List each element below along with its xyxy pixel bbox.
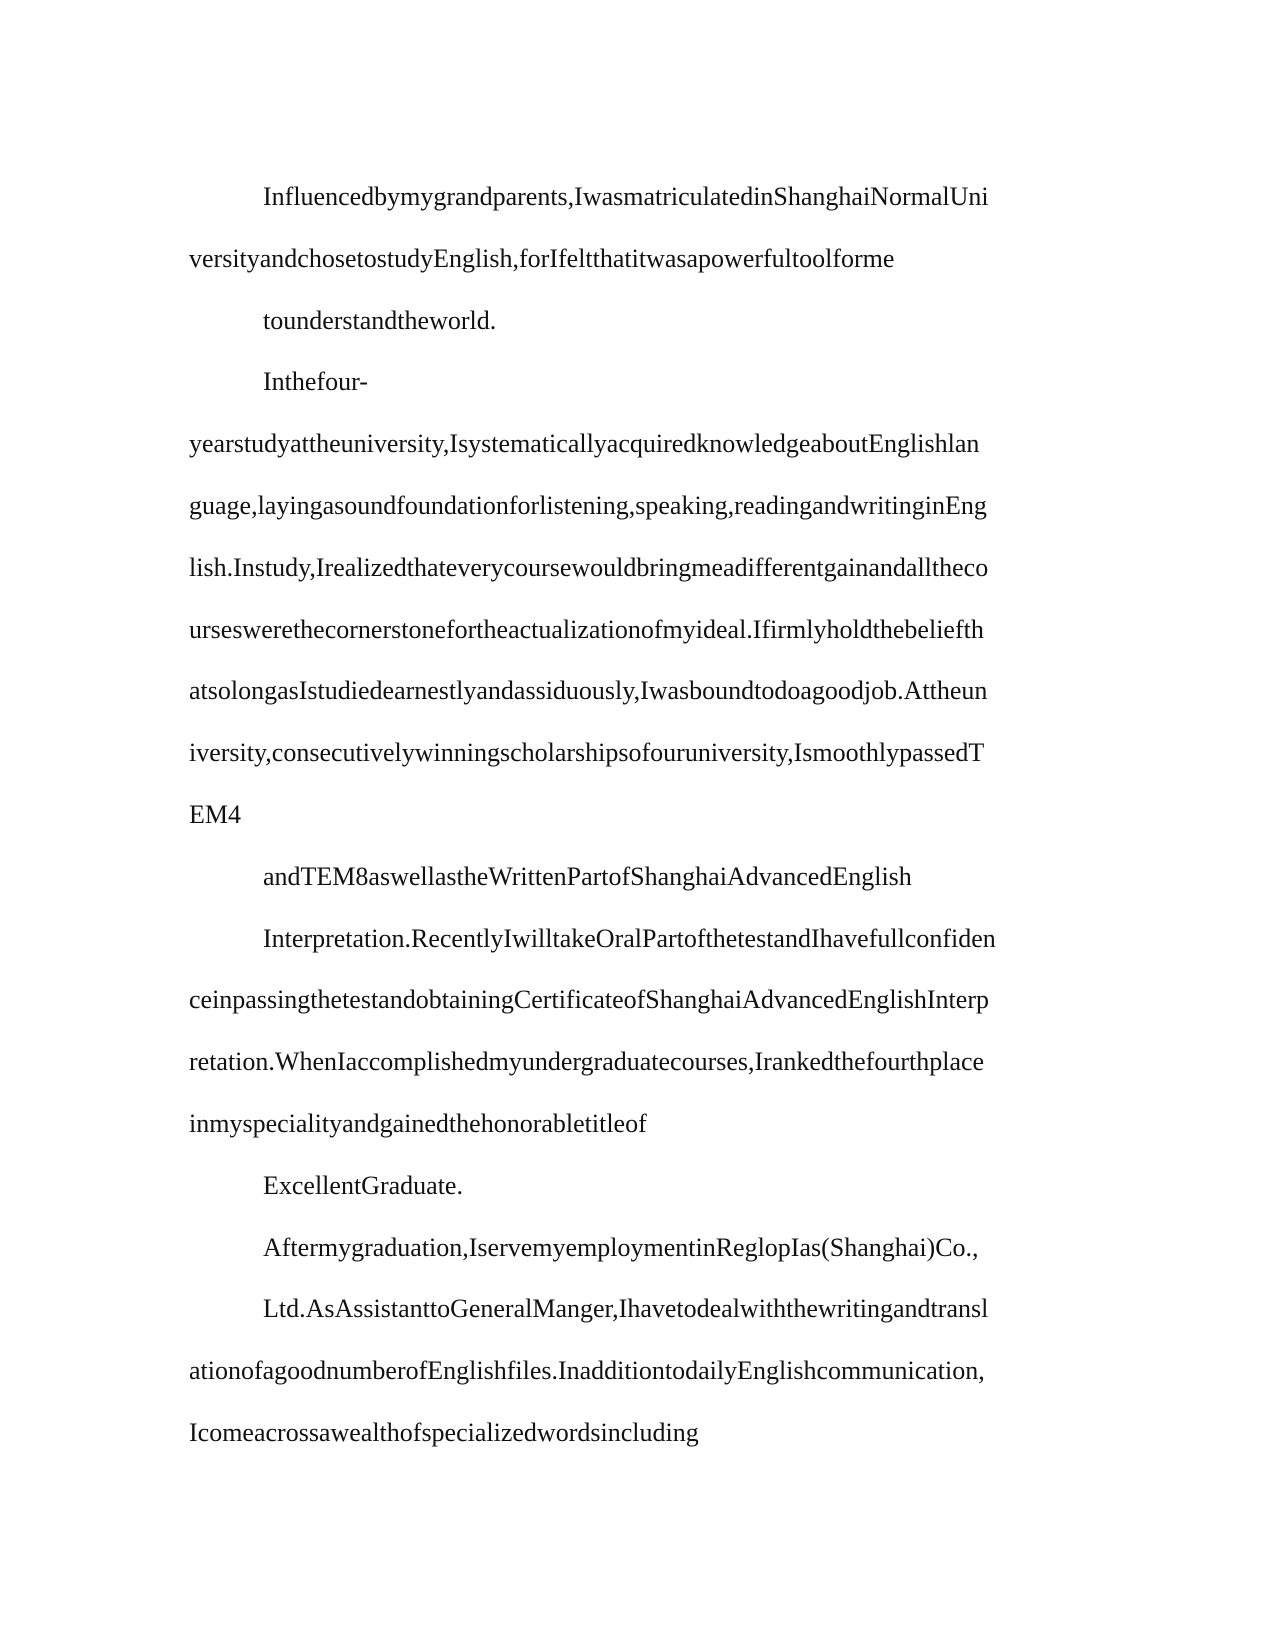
text-line-11: EM4 bbox=[189, 799, 241, 829]
text-line-20: ationofagoodnumberofEnglishfiles.InadditiontodailyEnglishcommunication, bbox=[189, 1356, 985, 1386]
text-line-10: iversity,consecutivelywinningscholarshipsofouruniversity,IsmoothlypassedT bbox=[189, 738, 985, 768]
text-line-15: retation.WhenIaccomplishedmyundergraduatecourses,Irankedthefourthplace bbox=[189, 1047, 985, 1077]
text-line-5: yearstudyattheuniversity,IsystematicallyacquiredknowledgeaboutEnglishlan bbox=[189, 429, 980, 459]
text-line-12: andTEM8aswellastheWrittenPartofShanghaiAdvancedEnglish bbox=[263, 861, 912, 891]
text-line-8: urseswerethecornerstonefortheactualizationofmyideal.Ifirmlyholdthebeliefth bbox=[189, 614, 984, 644]
text-line-21: Icomeacrossawealthofspecializedwordsincluding bbox=[189, 1417, 699, 1447]
text-line-19: Ltd.AsAssistanttoGeneralManger,Ihavetodealwiththewritingandtransl bbox=[263, 1294, 989, 1324]
text-line-2: versityandchosetostudyEnglish,forIfeltthatitwasapowerfultoolforme bbox=[189, 243, 895, 273]
text-line-7: lish.Instudy,Irealizedthateverycoursewouldbringmeadifferentgainandalltheco bbox=[189, 552, 989, 582]
text-line-18: Aftermygraduation,IservemyemploymentinReglopIas(Shanghai)Co., bbox=[263, 1232, 979, 1262]
text-line-9: atsolongasIstudiedearnestlyandassiduously,Iwasboundtodoagoodjob.Attheun bbox=[189, 676, 988, 706]
document-body bbox=[189, 166, 1089, 1464]
text-line-13: Interpretation.RecentlyIwilltakeOralPartofthetestandIhavefullconfiden bbox=[263, 923, 996, 953]
text-line-3: tounderstandtheworld. bbox=[263, 305, 497, 335]
text-line-14: ceinpassingthetestandobtainingCertificateofShanghaiAdvancedEnglishInterp bbox=[189, 985, 989, 1015]
text-line-1: Influencedbymygrandparents,IwasmatriculatedinShanghaiNormalUni bbox=[263, 182, 989, 211]
text-line-6: guage,layingasoundfoundationforlistening,speaking,readingandwritinginEng bbox=[189, 490, 987, 520]
text-line-16: inmyspecialityandgainedthehonorabletitleof bbox=[189, 1108, 647, 1138]
text-line-4: Inthefour- bbox=[263, 367, 368, 397]
text-line-17: ExcellentGraduate. bbox=[263, 1170, 463, 1200]
